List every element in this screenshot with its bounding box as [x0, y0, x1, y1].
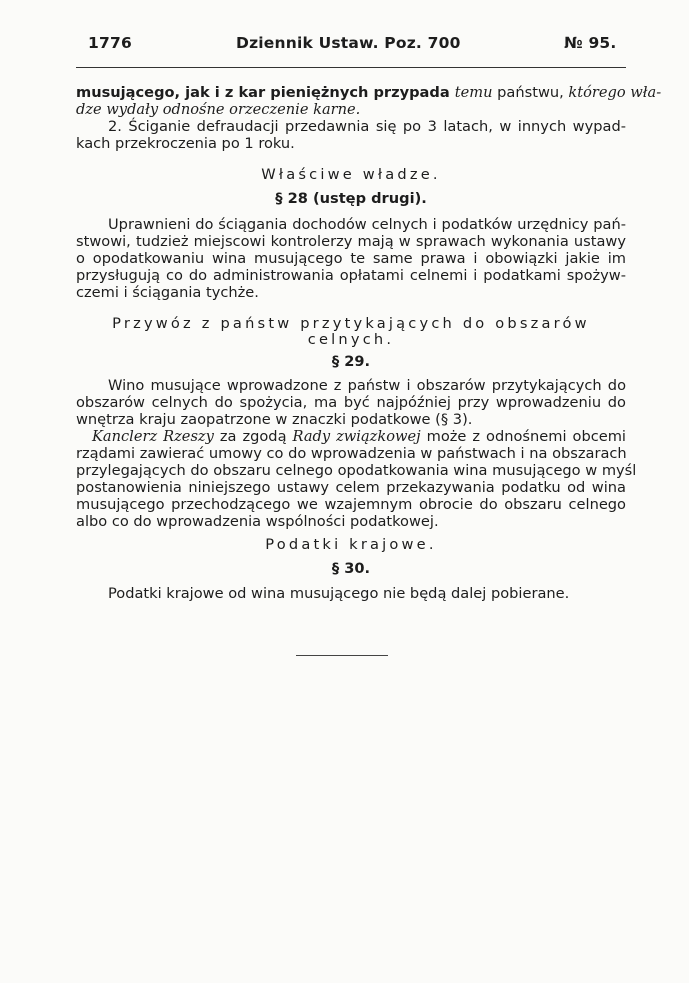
p29-line-4: Kanclerz Rzeszy za zgodą Rady związkowej może z odnośnemi obcemi	[92, 428, 626, 445]
journal-title: Dziennik Ustaw. Poz. 700	[236, 34, 461, 52]
p29-line-8: musującego przechodzącego we wzajemnym obrocie do obszaru celnego	[76, 496, 626, 513]
p29-line-2: obszarów celnych do spożycia, ma być najpóźniej przy wprowadzeniu do	[76, 394, 626, 411]
p29-line-6: przylegających do obszaru celnego opodatkowania wina musującego w myśl	[76, 462, 637, 479]
p30-line-1: Podatki krajowe od wina musującego nie będą dalej pobierane.	[108, 585, 570, 602]
paragraph-29-label: § 29.	[331, 353, 371, 370]
p29-line-1: Wino musujące wprowadzone z państw i obszarów przytykających do	[108, 377, 626, 394]
section-heading-domestic: Podatki krajowe.	[265, 536, 437, 553]
p28-line-5: czemi i ściągania tychże.	[76, 284, 259, 301]
p29-line-9: albo co do wprowadzenia wspólności podatkowej.	[76, 513, 439, 530]
p28-line-4: przysługują co do administrowania opłatami celnemi i podatkami spożyw-	[76, 267, 626, 284]
page-number: 1776	[88, 34, 132, 52]
p28-line-2: stwowi, tudzież miejscowi kontrolerzy mają w sprawach wykonania ustawy	[76, 233, 626, 250]
intro-line-4: kach przekroczenia po 1 roku.	[76, 135, 295, 152]
paragraph-28-label: § 28 (ustęp drugi).	[275, 190, 427, 207]
section-heading-authorities: Właściwe władze.	[261, 166, 441, 183]
intro-line-3: 2. Ściganie defraudacji przedawnia się po 3 latach, w innych wypad-	[108, 118, 626, 135]
paragraph-30-label: § 30.	[331, 560, 371, 577]
intro-line-2: dze wydały odnośne orzeczenie karne.	[76, 101, 361, 118]
issue-number: № 95.	[564, 34, 617, 52]
p29-line-3: wnętrza kraju zaopatrzone w znaczki podatkowe (§ 3).	[76, 411, 473, 428]
p29-line-5: rządami zawierać umowy co do wprowadzenia w państwach i na obszarach	[76, 445, 627, 462]
section-heading-import-2: celnych.	[307, 331, 395, 348]
p28-line-1: Uprawnieni do ściągania dochodów celnych i podatków urzędnicy pań-	[108, 216, 626, 233]
closing-rule	[296, 655, 388, 656]
section-heading-import-1: Przywóz z państw przytykających do obszarów	[112, 315, 590, 332]
intro-line-1: musującego, jak i z kar pieniężnych przypada temu państwu, którego wła-	[76, 84, 662, 101]
p28-line-3: o opodatkowaniu wina musującego te same prawa i obowiązki jakie im	[76, 250, 626, 267]
header-rule	[76, 67, 626, 68]
p29-line-7: postanowienia niniejszego ustawy celem przekazywania podatku od wina	[76, 479, 626, 496]
